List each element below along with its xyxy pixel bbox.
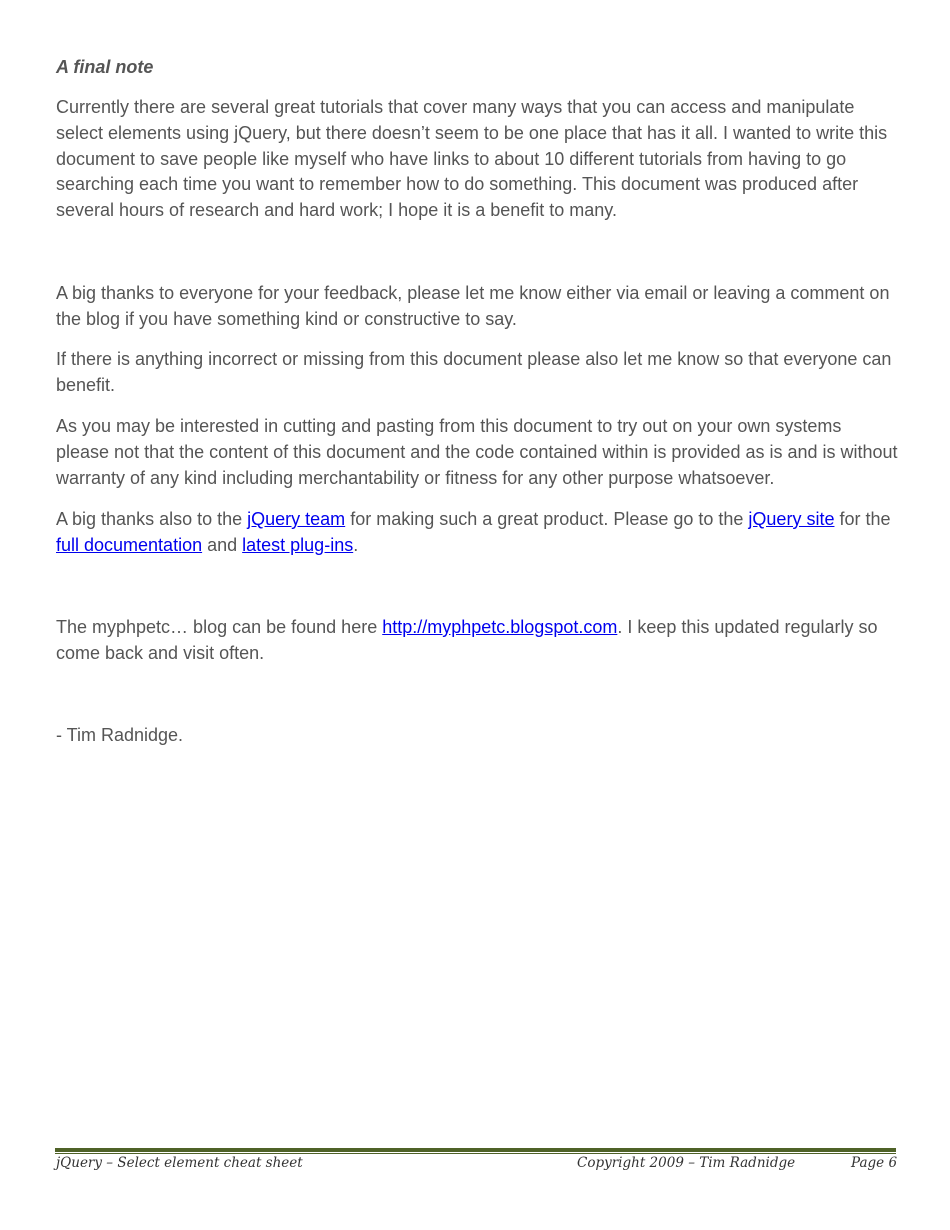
disclaimer-paragraph: As you may be interested in cutting and pasting from this document to try out on your own systems please not that the content of this document and the code contained within is provided as is and is without warranty of any kind including merchantability or fitness for any other purpose whatsoever. xyxy=(56,416,898,488)
blog-url-link[interactable]: http://myphpetc.blogspot.com xyxy=(382,617,618,637)
jquery-site-link[interactable]: jQuery site xyxy=(748,509,835,529)
section-heading: A final note xyxy=(56,57,154,77)
blog-text-2: . I keep this updated regularly so come back and visit often. xyxy=(56,617,878,663)
intro-paragraph: Currently there are several great tutorials that cover many ways that you can access and manipulate select elements using jQuery, but there doesn’t seem to be one place that has it all. I wanted to write this document to save people like myself who have links to about 10 different tutorials from having to go searching each time you want to remember how to do something. This document was produced after several hours of research and hard work; I hope it is a benefit to many. xyxy=(56,97,888,221)
thanks-text-4: and xyxy=(202,534,243,555)
full-documentation-link[interactable]: full documentation xyxy=(56,534,203,555)
footer-copyright: Copyright 2009 – Tim Radnidge xyxy=(577,1155,796,1171)
corrections-paragraph: If there is anything incorrect or missing from this document please also let me know so that everyone can benefit. xyxy=(56,349,892,395)
footer-document-title: jQuery – Select element cheat sheet xyxy=(56,1155,303,1171)
thanks-text-2: for making such a great product. Please go to the xyxy=(345,509,749,529)
feedback-paragraph: A big thanks to everyone for your feedback, please let me know either via email or leaving a comment on the blog if you have something kind or constructive to say. xyxy=(56,283,890,329)
jquery-team-link[interactable]: jQuery team xyxy=(247,509,346,529)
thanks-text-5: . xyxy=(353,534,359,555)
signature: - Tim Radnidge. xyxy=(56,725,184,745)
blog-text-1: The myphpetc… blog can be found here xyxy=(56,617,383,637)
latest-plugins-link[interactable]: latest plug-ins xyxy=(242,534,354,555)
footer-rule xyxy=(55,1148,896,1152)
thanks-paragraph xyxy=(56,507,898,559)
blog-paragraph xyxy=(56,615,898,667)
thanks-text-1: A big thanks also to the xyxy=(56,509,248,529)
footer-page-number: Page 6 xyxy=(851,1155,898,1171)
thanks-text-3: for the xyxy=(834,509,891,529)
